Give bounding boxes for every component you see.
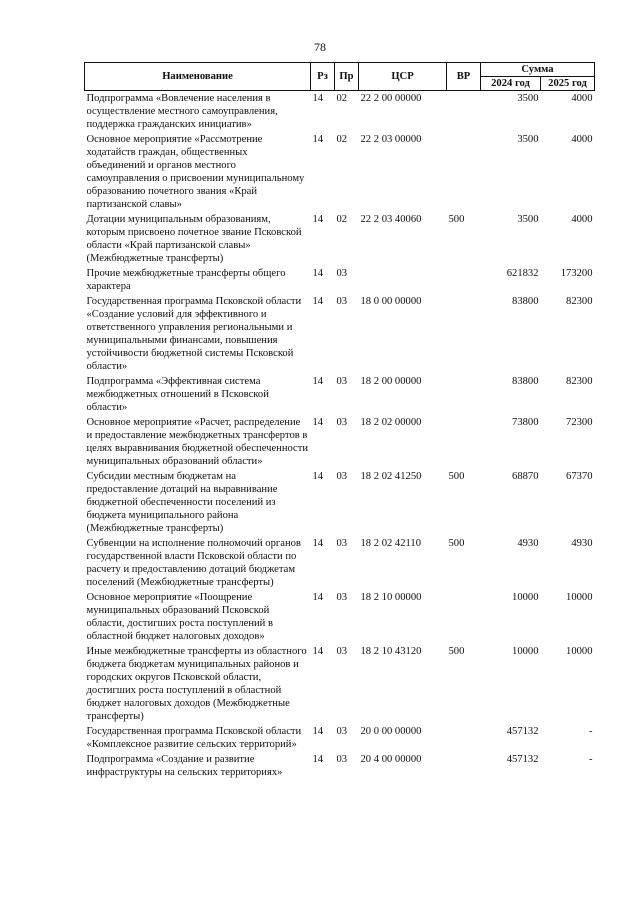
row-rz: 14: [312, 417, 324, 428]
row-pr: 02: [336, 93, 348, 104]
header-csr: ЦСР: [359, 63, 447, 91]
row-csr: 22 2 00 00000: [360, 93, 422, 104]
header-year-2025: 2025 год: [541, 77, 595, 91]
row-sum-2024: 73800: [512, 417, 539, 428]
row-pr: 03: [336, 268, 348, 279]
row-pr: 03: [336, 646, 348, 657]
row-sum-2024: 10000: [512, 592, 539, 603]
row-rz: 14: [312, 376, 324, 387]
header-year-2024: 2024 год: [481, 77, 541, 91]
row-csr: 20 0 00 00000: [360, 726, 422, 737]
header-sum: Сумма: [481, 63, 595, 77]
table-row: [85, 415, 595, 469]
table-row: [85, 132, 595, 212]
header-name: Наименование: [85, 63, 311, 91]
table-row: [85, 294, 595, 374]
row-pr: 03: [336, 296, 348, 307]
table-row: [85, 536, 595, 590]
row-sum-2025: 4000: [571, 93, 593, 104]
row-sum-2024: 621832: [506, 268, 539, 279]
row-csr: 22 2 03 00000: [360, 134, 422, 145]
row-sum-2024: 457132: [506, 726, 539, 737]
row-sum-2024: 68870: [512, 471, 539, 482]
row-vr: 500: [448, 538, 465, 549]
row-pr: 02: [336, 214, 348, 225]
row-csr: 18 0 00 00000: [360, 296, 422, 307]
row-rz: 14: [312, 214, 324, 225]
row-rz: 14: [312, 296, 324, 307]
row-csr: 22 2 03 40060: [360, 214, 422, 225]
row-name: Дотации муниципальным образованиям, которым присвоено почетное звание Псковской области «Край партизанской славы» (Межбюджетные трансферты): [86, 214, 302, 264]
row-vr: [447, 266, 481, 294]
row-name: Государственная программа Псковской области «Создание условий для эффективного и ответственного управления региональными и муниципальными финансами, повышения устойчивости бюджетной системы Псковской области»: [86, 296, 302, 372]
row-name: Иные межбюджетные трансферты из областного бюджета бюджетам муниципальных районов и городских округов Псковской области, достигших роста поступлений в областной бюджет налоговых доходов (Межбюджетные трансферты): [86, 646, 307, 722]
row-sum-2025: -: [588, 754, 593, 765]
row-name: Основное мероприятие «Расчет, распределение и предоставление межбюджетных трансфертов в целях выравнивания бюджетной обеспеченности муниципальных образований области»: [86, 417, 309, 467]
header-vr: ВР: [447, 63, 481, 91]
row-csr: 18 2 10 43120: [360, 646, 422, 657]
table-row: [85, 212, 595, 266]
table-row: [85, 374, 595, 415]
row-pr: 03: [336, 726, 348, 737]
row-name: Субсидии местным бюджетам на предоставление дотаций на выравнивание бюджетной обеспеченности поселений из бюджета муниципального района (Межбюджетные трансферты): [86, 471, 278, 534]
row-name: Подпрограмма «Создание и развитие инфраструктуры на сельских территориях»: [86, 754, 283, 778]
row-rz: 14: [312, 592, 324, 603]
row-vr: [447, 415, 481, 469]
row-vr: [447, 91, 481, 133]
row-pr: 03: [336, 538, 348, 549]
row-sum-2024: 457132: [506, 754, 539, 765]
row-rz: 14: [312, 754, 324, 765]
row-sum-2025: 72300: [566, 417, 593, 428]
row-vr: [447, 752, 481, 780]
row-csr: 20 4 00 00000: [360, 754, 422, 765]
table-row: [85, 91, 595, 133]
row-pr: 03: [336, 592, 348, 603]
row-csr: 18 2 02 00000: [360, 417, 422, 428]
row-csr: 18 2 02 42110: [360, 538, 422, 549]
row-name: Субвенции на исполнение полномочий органов государственной власти Псковской области по расчету и предоставлению дотаций бюджетам поселений (Межбюджетные трансферты): [86, 538, 301, 588]
row-sum-2024: 10000: [512, 646, 539, 657]
row-sum-2025: 82300: [566, 376, 593, 387]
row-vr: [447, 132, 481, 212]
row-name: Государственная программа Псковской области «Комплексное развитие сельских территорий»: [86, 726, 302, 750]
row-sum-2025: 4000: [571, 214, 593, 225]
header-pr: Пр: [335, 63, 359, 91]
row-vr: [447, 374, 481, 415]
row-csr: 18 2 00 00000: [360, 376, 422, 387]
row-rz: 14: [312, 134, 324, 145]
row-rz: 14: [312, 268, 324, 279]
row-name: Подпрограмма «Вовлечение населения в осуществление местного самоуправления, поддержка гражданских инициатив»: [86, 93, 278, 130]
table-row: [85, 469, 595, 536]
row-sum-2025: 10000: [566, 646, 593, 657]
row-sum-2025: 173200: [560, 268, 593, 279]
row-vr: 500: [448, 214, 465, 225]
row-vr: [447, 294, 481, 374]
row-name: Основное мероприятие «Рассмотрение ходатайств граждан, общественных объединений и органов местного самоуправления о присвоении муниципальному образованию почетного звания «Край партизанской славы»: [86, 134, 305, 210]
row-vr: 500: [448, 471, 465, 482]
table-body: [85, 91, 595, 781]
row-sum-2025: 10000: [566, 592, 593, 603]
row-rz: 14: [312, 726, 324, 737]
row-name: Прочие межбюджетные трансферты общего характера: [86, 268, 286, 292]
row-sum-2024: 3500: [517, 93, 539, 104]
budget-table: [84, 62, 595, 780]
table-row: [85, 590, 595, 644]
row-rz: 14: [312, 646, 324, 657]
row-csr: 18 2 02 41250: [360, 471, 422, 482]
row-sum-2025: 4930: [571, 538, 593, 549]
row-pr: 03: [336, 376, 348, 387]
row-rz: 14: [312, 538, 324, 549]
table-row: [85, 644, 595, 724]
row-rz: 14: [312, 471, 324, 482]
row-vr: 500: [448, 646, 465, 657]
table-row: [85, 752, 595, 780]
row-pr: 03: [336, 417, 348, 428]
row-sum-2024: 3500: [517, 134, 539, 145]
row-sum-2024: 83800: [512, 296, 539, 307]
table-header-row: [85, 63, 595, 77]
table-row: [85, 266, 595, 294]
row-pr: 02: [336, 134, 348, 145]
row-sum-2025: 82300: [566, 296, 593, 307]
row-rz: 14: [312, 93, 324, 104]
row-sum-2024: 4930: [517, 538, 539, 549]
row-vr: [447, 724, 481, 752]
row-sum-2025: 4000: [571, 134, 593, 145]
row-csr: 18 2 10 00000: [360, 592, 422, 603]
header-rz: Рз: [311, 63, 335, 91]
row-vr: [447, 590, 481, 644]
row-sum-2024: 83800: [512, 376, 539, 387]
row-sum-2024: 3500: [517, 214, 539, 225]
page-number: 78: [314, 40, 326, 54]
row-pr: 03: [336, 754, 348, 765]
row-sum-2025: -: [588, 726, 593, 737]
row-csr: [359, 266, 447, 294]
row-sum-2025: 67370: [566, 471, 593, 482]
table-row: [85, 724, 595, 752]
row-pr: 03: [336, 471, 348, 482]
row-name: Подпрограмма «Эффективная система межбюджетных отношений в Псковской области»: [86, 376, 269, 413]
row-name: Основное мероприятие «Поощрение муниципальных образований Псковской области, достигших роста поступлений в областной бюджет налоговых доходов»: [86, 592, 273, 642]
